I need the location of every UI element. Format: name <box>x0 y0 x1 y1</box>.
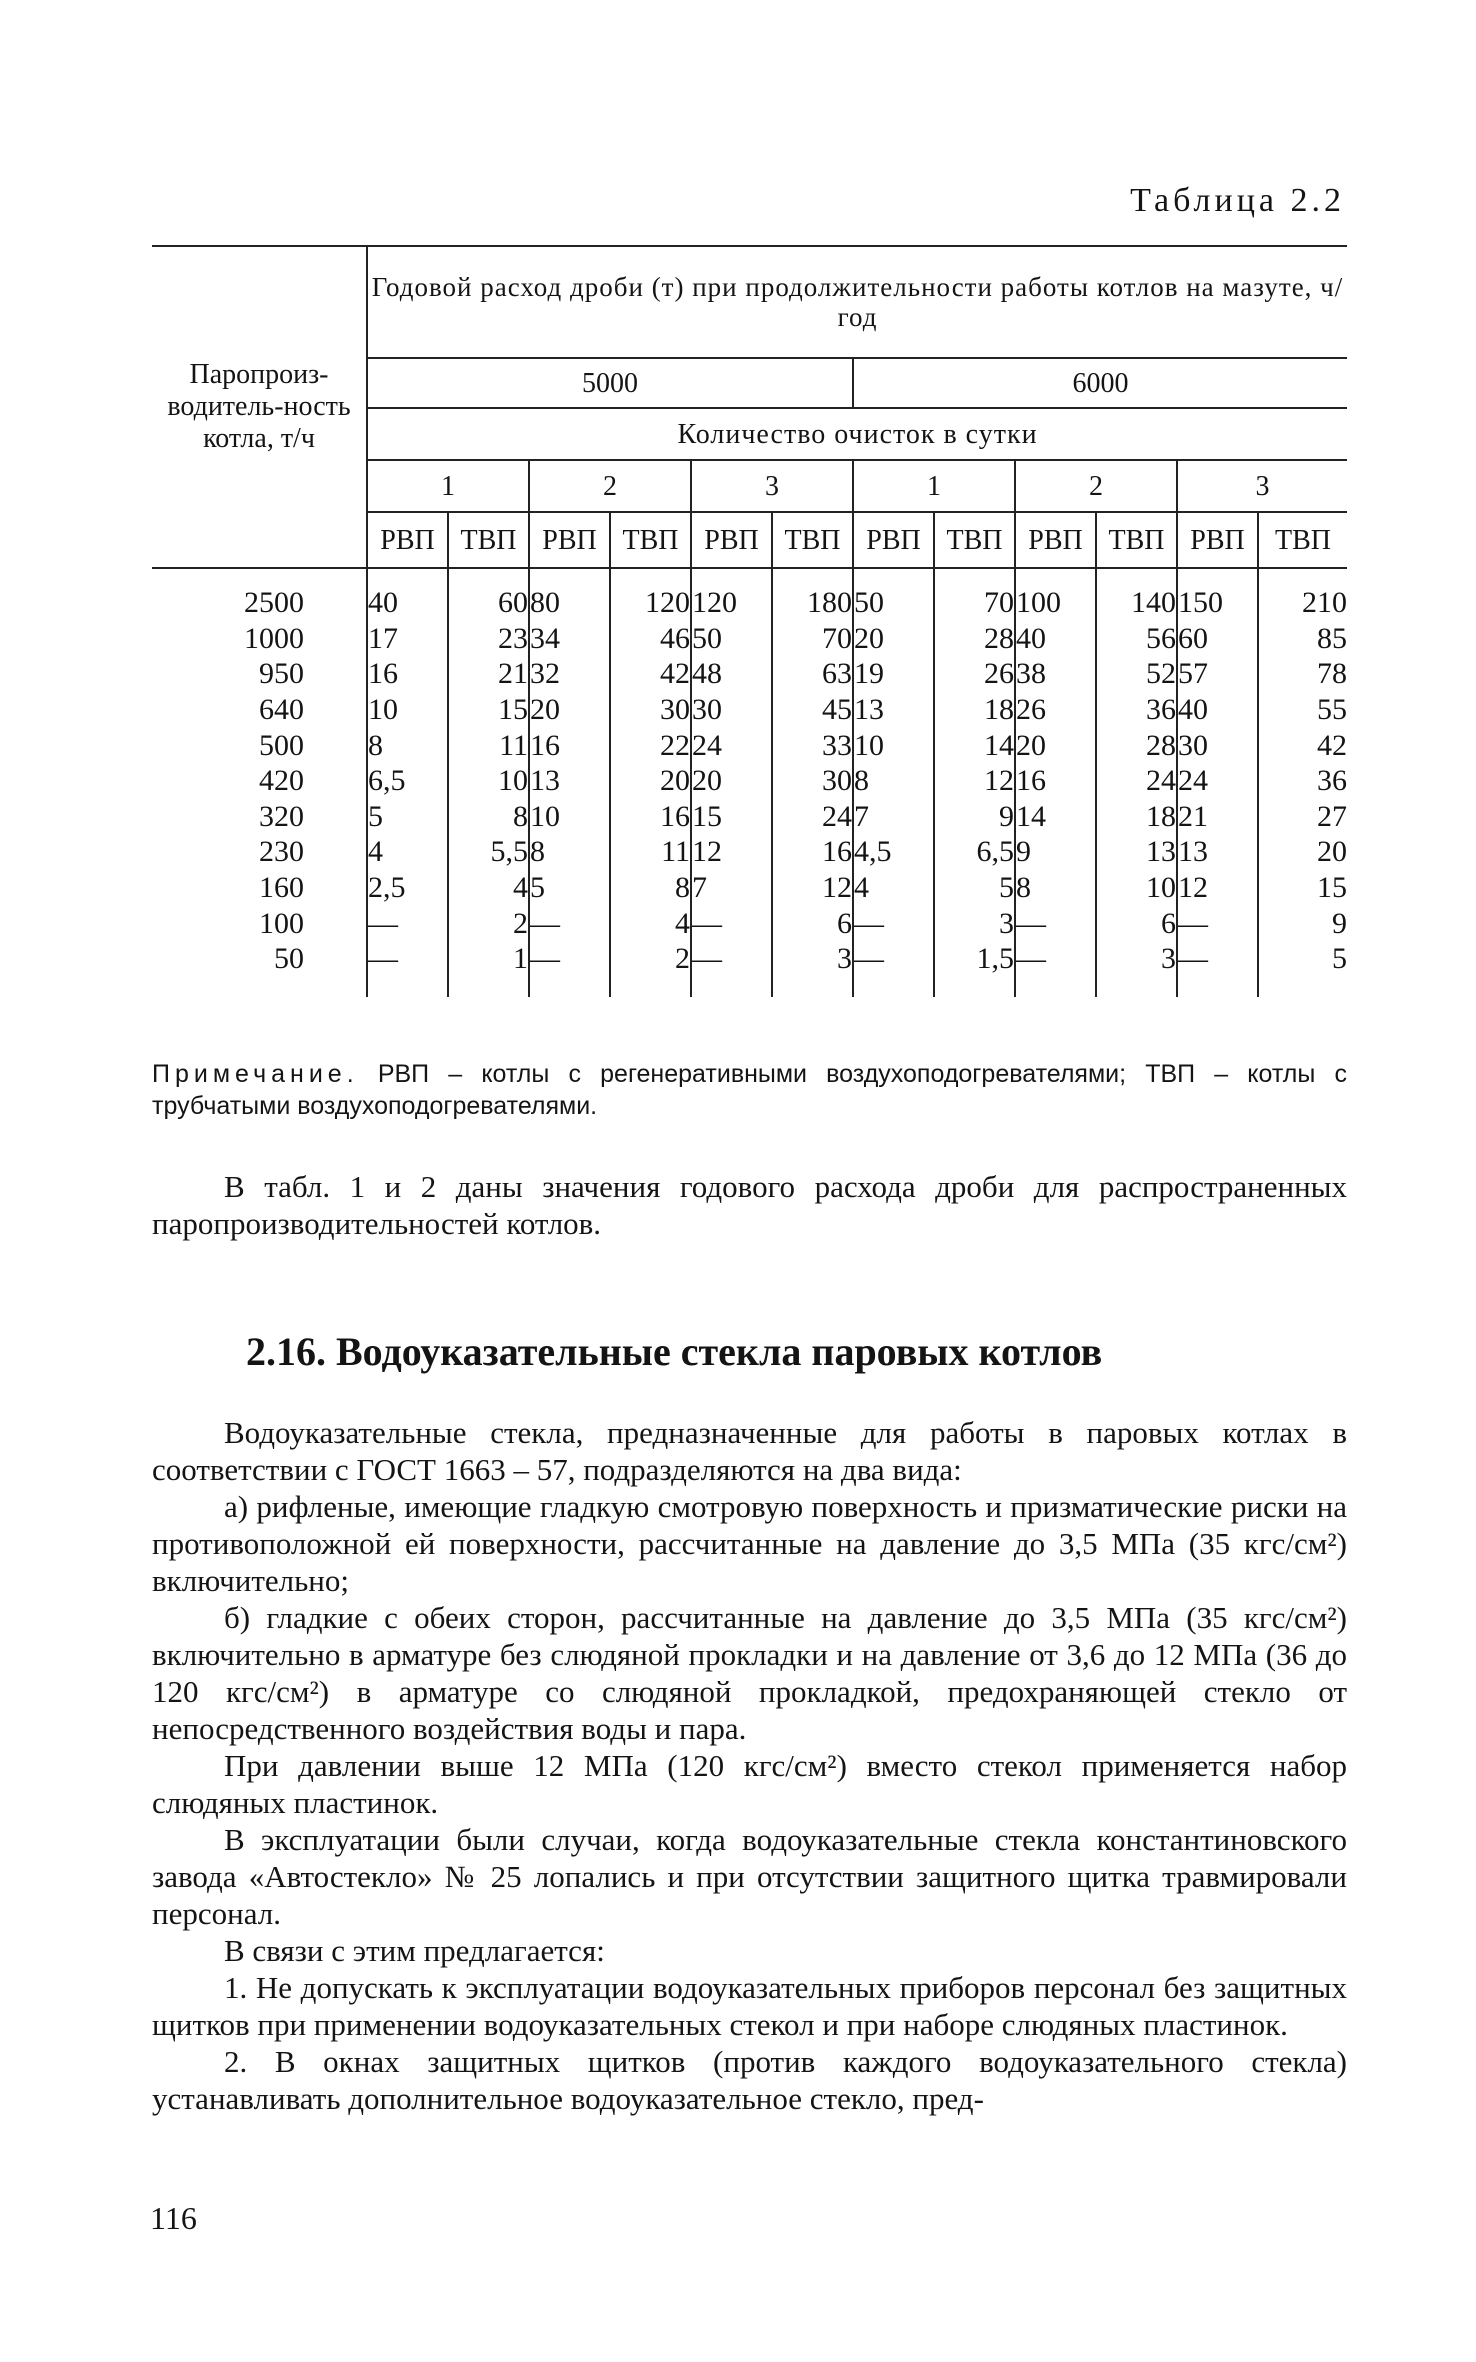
value-cell: 85 <box>1258 621 1347 657</box>
value-cell: — <box>1177 905 1258 941</box>
heater-type-header: ТВП <box>1258 512 1347 568</box>
paragraph: Водоуказательные стекла, предназначенные для работы в паровых котлах в соответствии с ГОСТ 1663 – 57, подразделяются на два вида: <box>152 1415 1347 1487</box>
value-cell: 30 <box>691 692 772 728</box>
value-cell: 10 <box>853 727 934 763</box>
value-cell: — <box>1177 941 1258 997</box>
value-cell: 14 <box>934 727 1015 763</box>
value-cell: 12 <box>772 870 853 906</box>
paragraph: б) гладкие с обеих сторон, рассчитанные на давление до 3,5 МПа (35 кгс/см²) включительно в арматуре без слюдяной прокладки и на давление от 3,6 до 12 МПа (36 до 120 кгс/см²) в арматуре со слюдяной прокладкой, предохраняющей стекло от непосредственного воздействия воды и пара. <box>152 1600 1347 1746</box>
value-cell: 34 <box>529 621 610 657</box>
value-cell: 22 <box>610 727 691 763</box>
value-cell: 21 <box>448 656 529 692</box>
table-row <box>152 763 1347 799</box>
duration-header: 5000 <box>367 358 853 408</box>
value-cell: 13 <box>529 763 610 799</box>
value-cell: — <box>853 905 934 941</box>
value-cell: 24 <box>1177 763 1258 799</box>
value-cell: 28 <box>934 621 1015 657</box>
value-cell: 8 <box>1015 870 1096 906</box>
value-cell: 120 <box>610 568 691 621</box>
table-row <box>152 870 1347 906</box>
paragraph: При давлении выше 12 МПа (120 кгс/см²) вместо стекол применяется набор слюдяных пластинок. <box>152 1748 1347 1820</box>
value-cell: — <box>529 905 610 941</box>
value-cell: 4,5 <box>853 834 934 870</box>
value-cell: 13 <box>1177 834 1258 870</box>
value-cell: 5 <box>934 870 1015 906</box>
value-cell: 48 <box>691 656 772 692</box>
value-cell: 100 <box>1015 568 1096 621</box>
table-row <box>152 905 1347 941</box>
note-text: РВП – котлы с регенеративными воздухоподогревателями; ТВП – котлы с трубчатыми воздухоподогревателями. <box>152 1060 1347 1120</box>
value-cell: 16 <box>610 799 691 835</box>
value-cell: 50 <box>853 568 934 621</box>
value-cell: 8 <box>853 763 934 799</box>
value-cell: 40 <box>1015 621 1096 657</box>
heater-type-header: РВП <box>367 512 448 568</box>
table-row <box>152 692 1347 728</box>
paragraph: В связи с этим предлагается: <box>224 1933 605 1968</box>
value-cell: 1 <box>448 941 529 997</box>
value-cell: 50 <box>691 621 772 657</box>
value-cell: 8 <box>529 834 610 870</box>
value-cell: 3 <box>934 905 1015 941</box>
heater-type-header: РВП <box>853 512 934 568</box>
value-cell: 36 <box>1096 692 1177 728</box>
value-cell: 3 <box>1096 941 1177 997</box>
capacity-cell: 100 <box>259 906 304 940</box>
value-cell: 5 <box>367 799 448 835</box>
value-cell: 60 <box>1177 621 1258 657</box>
value-cell: 46 <box>610 621 691 657</box>
value-cell: — <box>367 905 448 941</box>
value-cell: 2,5 <box>367 870 448 906</box>
value-cell: 80 <box>529 568 610 621</box>
value-cell: 18 <box>934 692 1015 728</box>
value-cell: 20 <box>691 763 772 799</box>
cleanings-count-header: 1 <box>367 460 529 512</box>
value-cell: 6,5 <box>934 834 1015 870</box>
capacity-cell: 420 <box>259 764 304 798</box>
value-cell: 36 <box>1258 763 1347 799</box>
value-cell: 10 <box>1096 870 1177 906</box>
capacity-cell: 640 <box>259 693 304 727</box>
value-cell: 38 <box>1015 656 1096 692</box>
table-caption: Таблица 2.2 <box>1130 182 1345 219</box>
value-cell: 30 <box>772 763 853 799</box>
capacity-cell: 230 <box>259 835 304 869</box>
value-cell: 16 <box>529 727 610 763</box>
value-cell: 20 <box>529 692 610 728</box>
value-cell: 70 <box>772 621 853 657</box>
value-cell: 6 <box>772 905 853 941</box>
value-cell: 5,5 <box>448 834 529 870</box>
value-cell: 4 <box>448 870 529 906</box>
value-cell: 30 <box>610 692 691 728</box>
intro-paragraph: В табл. 1 и 2 даны значения годового расхода дроби для распространенных паропроизводительностей котлов. <box>152 1169 1347 1241</box>
value-cell: 30 <box>1177 727 1258 763</box>
value-cell: 12 <box>691 834 772 870</box>
value-cell: 26 <box>1015 692 1096 728</box>
value-cell: 24 <box>691 727 772 763</box>
value-cell: 2 <box>448 905 529 941</box>
main-header: Годовой расход дроби (т) при продолжительности работы котлов на мазуте, ч/год <box>367 246 1347 358</box>
value-cell: 8 <box>448 799 529 835</box>
value-cell: 32 <box>529 656 610 692</box>
value-cell: 45 <box>772 692 853 728</box>
value-cell: 140 <box>1096 568 1177 621</box>
cleanings-count-header: 2 <box>529 460 691 512</box>
value-cell: 9 <box>934 799 1015 835</box>
value-cell: 60 <box>448 568 529 621</box>
value-cell: 14 <box>1015 799 1096 835</box>
heater-type-header: ТВП <box>934 512 1015 568</box>
page-number: 116 <box>150 2200 197 2236</box>
value-cell: 5 <box>1258 941 1347 997</box>
value-cell: 55 <box>1258 692 1347 728</box>
table-row <box>152 568 1347 621</box>
value-cell: 70 <box>934 568 1015 621</box>
row-header: Паропроиз-водитель-ность котла, т/ч <box>152 246 367 568</box>
cleanings-count-header: 1 <box>853 460 1015 512</box>
table-row <box>152 656 1347 692</box>
value-cell: — <box>1015 905 1096 941</box>
value-cell: 20 <box>853 621 934 657</box>
value-cell: 11 <box>610 834 691 870</box>
paragraph: а) рифленые, имеющие гладкую смотровую поверхность и призматические риски на противоположной ей поверхности, рассчитанные на давление до 3,5 МПа (35 кгс/см²) включительно; <box>152 1489 1347 1598</box>
value-cell: 13 <box>853 692 934 728</box>
capacity-cell: 950 <box>259 657 304 691</box>
cleanings-header: Количество очисток в сутки <box>367 408 1347 460</box>
value-cell: 52 <box>1096 656 1177 692</box>
duration-header: 6000 <box>853 358 1347 408</box>
value-cell: 10 <box>367 692 448 728</box>
paragraph: В эксплуатации были случаи, когда водоуказательные стекла константиновского завода «Автостекло» № 25 лопались и при отсутствии защитного щитка травмировали персонал. <box>152 1822 1347 1931</box>
table-note <box>152 1058 1347 1122</box>
value-cell: 28 <box>1096 727 1177 763</box>
value-cell: 3 <box>772 941 853 997</box>
value-cell: 1,5 <box>934 941 1015 997</box>
value-cell: 26 <box>934 656 1015 692</box>
table-row <box>152 727 1347 763</box>
table-row <box>152 941 1347 997</box>
heater-type-header: ТВП <box>1096 512 1177 568</box>
value-cell: 17 <box>367 621 448 657</box>
paragraph: 1. Не допускать к эксплуатации водоуказательных приборов персонал без защитных щитков при применении водоуказательных стекол и при наборе слюдяных пластинок. <box>152 1970 1347 2042</box>
cleanings-count-header: 2 <box>1015 460 1177 512</box>
value-cell: 7 <box>853 799 934 835</box>
capacity-cell: 2500 <box>244 586 304 620</box>
heater-type-header: ТВП <box>772 512 853 568</box>
value-cell: 57 <box>1177 656 1258 692</box>
value-cell: 6,5 <box>367 763 448 799</box>
value-cell: 33 <box>772 727 853 763</box>
capacity-cell: 500 <box>259 728 304 762</box>
value-cell: — <box>691 941 772 997</box>
value-cell: 5 <box>529 870 610 906</box>
table-row <box>152 621 1347 657</box>
value-cell: 19 <box>853 656 934 692</box>
value-cell: 12 <box>934 763 1015 799</box>
cleanings-count-header: 3 <box>1177 460 1347 512</box>
value-cell: 150 <box>1177 568 1258 621</box>
value-cell: — <box>367 941 448 997</box>
value-cell: 16 <box>1015 763 1096 799</box>
value-cell: 20 <box>610 763 691 799</box>
value-cell: — <box>529 941 610 997</box>
heater-type-header: ТВП <box>610 512 691 568</box>
table-row <box>152 834 1347 870</box>
value-cell: 56 <box>1096 621 1177 657</box>
value-cell: 12 <box>1177 870 1258 906</box>
table-row <box>152 799 1347 835</box>
capacity-cell: 1000 <box>244 621 304 655</box>
value-cell: 13 <box>1096 834 1177 870</box>
value-cell: 42 <box>1258 727 1347 763</box>
data-table <box>152 245 1347 997</box>
value-cell: 21 <box>1177 799 1258 835</box>
value-cell: 15 <box>1258 870 1347 906</box>
value-cell: 10 <box>448 763 529 799</box>
value-cell: 23 <box>448 621 529 657</box>
heater-type-header: РВП <box>1177 512 1258 568</box>
value-cell: 4 <box>610 905 691 941</box>
value-cell: 24 <box>772 799 853 835</box>
value-cell: 16 <box>772 834 853 870</box>
heater-type-header: РВП <box>691 512 772 568</box>
capacity-cell: 50 <box>274 942 304 976</box>
value-cell: 2 <box>610 941 691 997</box>
value-cell: 210 <box>1258 568 1347 621</box>
value-cell: 78 <box>1258 656 1347 692</box>
value-cell: 8 <box>367 727 448 763</box>
value-cell: 8 <box>610 870 691 906</box>
value-cell: 15 <box>448 692 529 728</box>
capacity-cell: 160 <box>259 871 304 905</box>
value-cell: 18 <box>1096 799 1177 835</box>
paragraph: 2. В окнах защитных щитков (против каждого водоуказательного стекла) устанавливать дополнительное водоуказательное стекло, пред- <box>152 2044 1347 2116</box>
value-cell: 7 <box>691 870 772 906</box>
value-cell: 4 <box>853 870 934 906</box>
value-cell: 9 <box>1258 905 1347 941</box>
value-cell: 10 <box>529 799 610 835</box>
value-cell: 4 <box>367 834 448 870</box>
section-body <box>152 1414 1347 2117</box>
value-cell: 120 <box>691 568 772 621</box>
heater-type-header: ТВП <box>448 512 529 568</box>
value-cell: 20 <box>1015 727 1096 763</box>
value-cell: 24 <box>1096 763 1177 799</box>
value-cell: 16 <box>367 656 448 692</box>
section-heading: 2.16. Водоуказательные стекла паровых котлов <box>246 1329 1103 1374</box>
value-cell: — <box>691 905 772 941</box>
value-cell: 15 <box>691 799 772 835</box>
value-cell: — <box>853 941 934 997</box>
value-cell: 42 <box>610 656 691 692</box>
value-cell: 40 <box>1177 692 1258 728</box>
value-cell: — <box>1015 941 1096 997</box>
value-cell: 6 <box>1096 905 1177 941</box>
value-cell: 27 <box>1258 799 1347 835</box>
value-cell: 63 <box>772 656 853 692</box>
cleanings-count-header: 3 <box>691 460 853 512</box>
capacity-cell: 320 <box>259 799 304 833</box>
value-cell: 20 <box>1258 834 1347 870</box>
heater-type-header: РВП <box>529 512 610 568</box>
value-cell: 180 <box>772 568 853 621</box>
note-lead: Примечание. <box>152 1060 359 1088</box>
value-cell: 9 <box>1015 834 1096 870</box>
value-cell: 11 <box>448 727 529 763</box>
heater-type-header: РВП <box>1015 512 1096 568</box>
value-cell: 40 <box>367 568 448 621</box>
